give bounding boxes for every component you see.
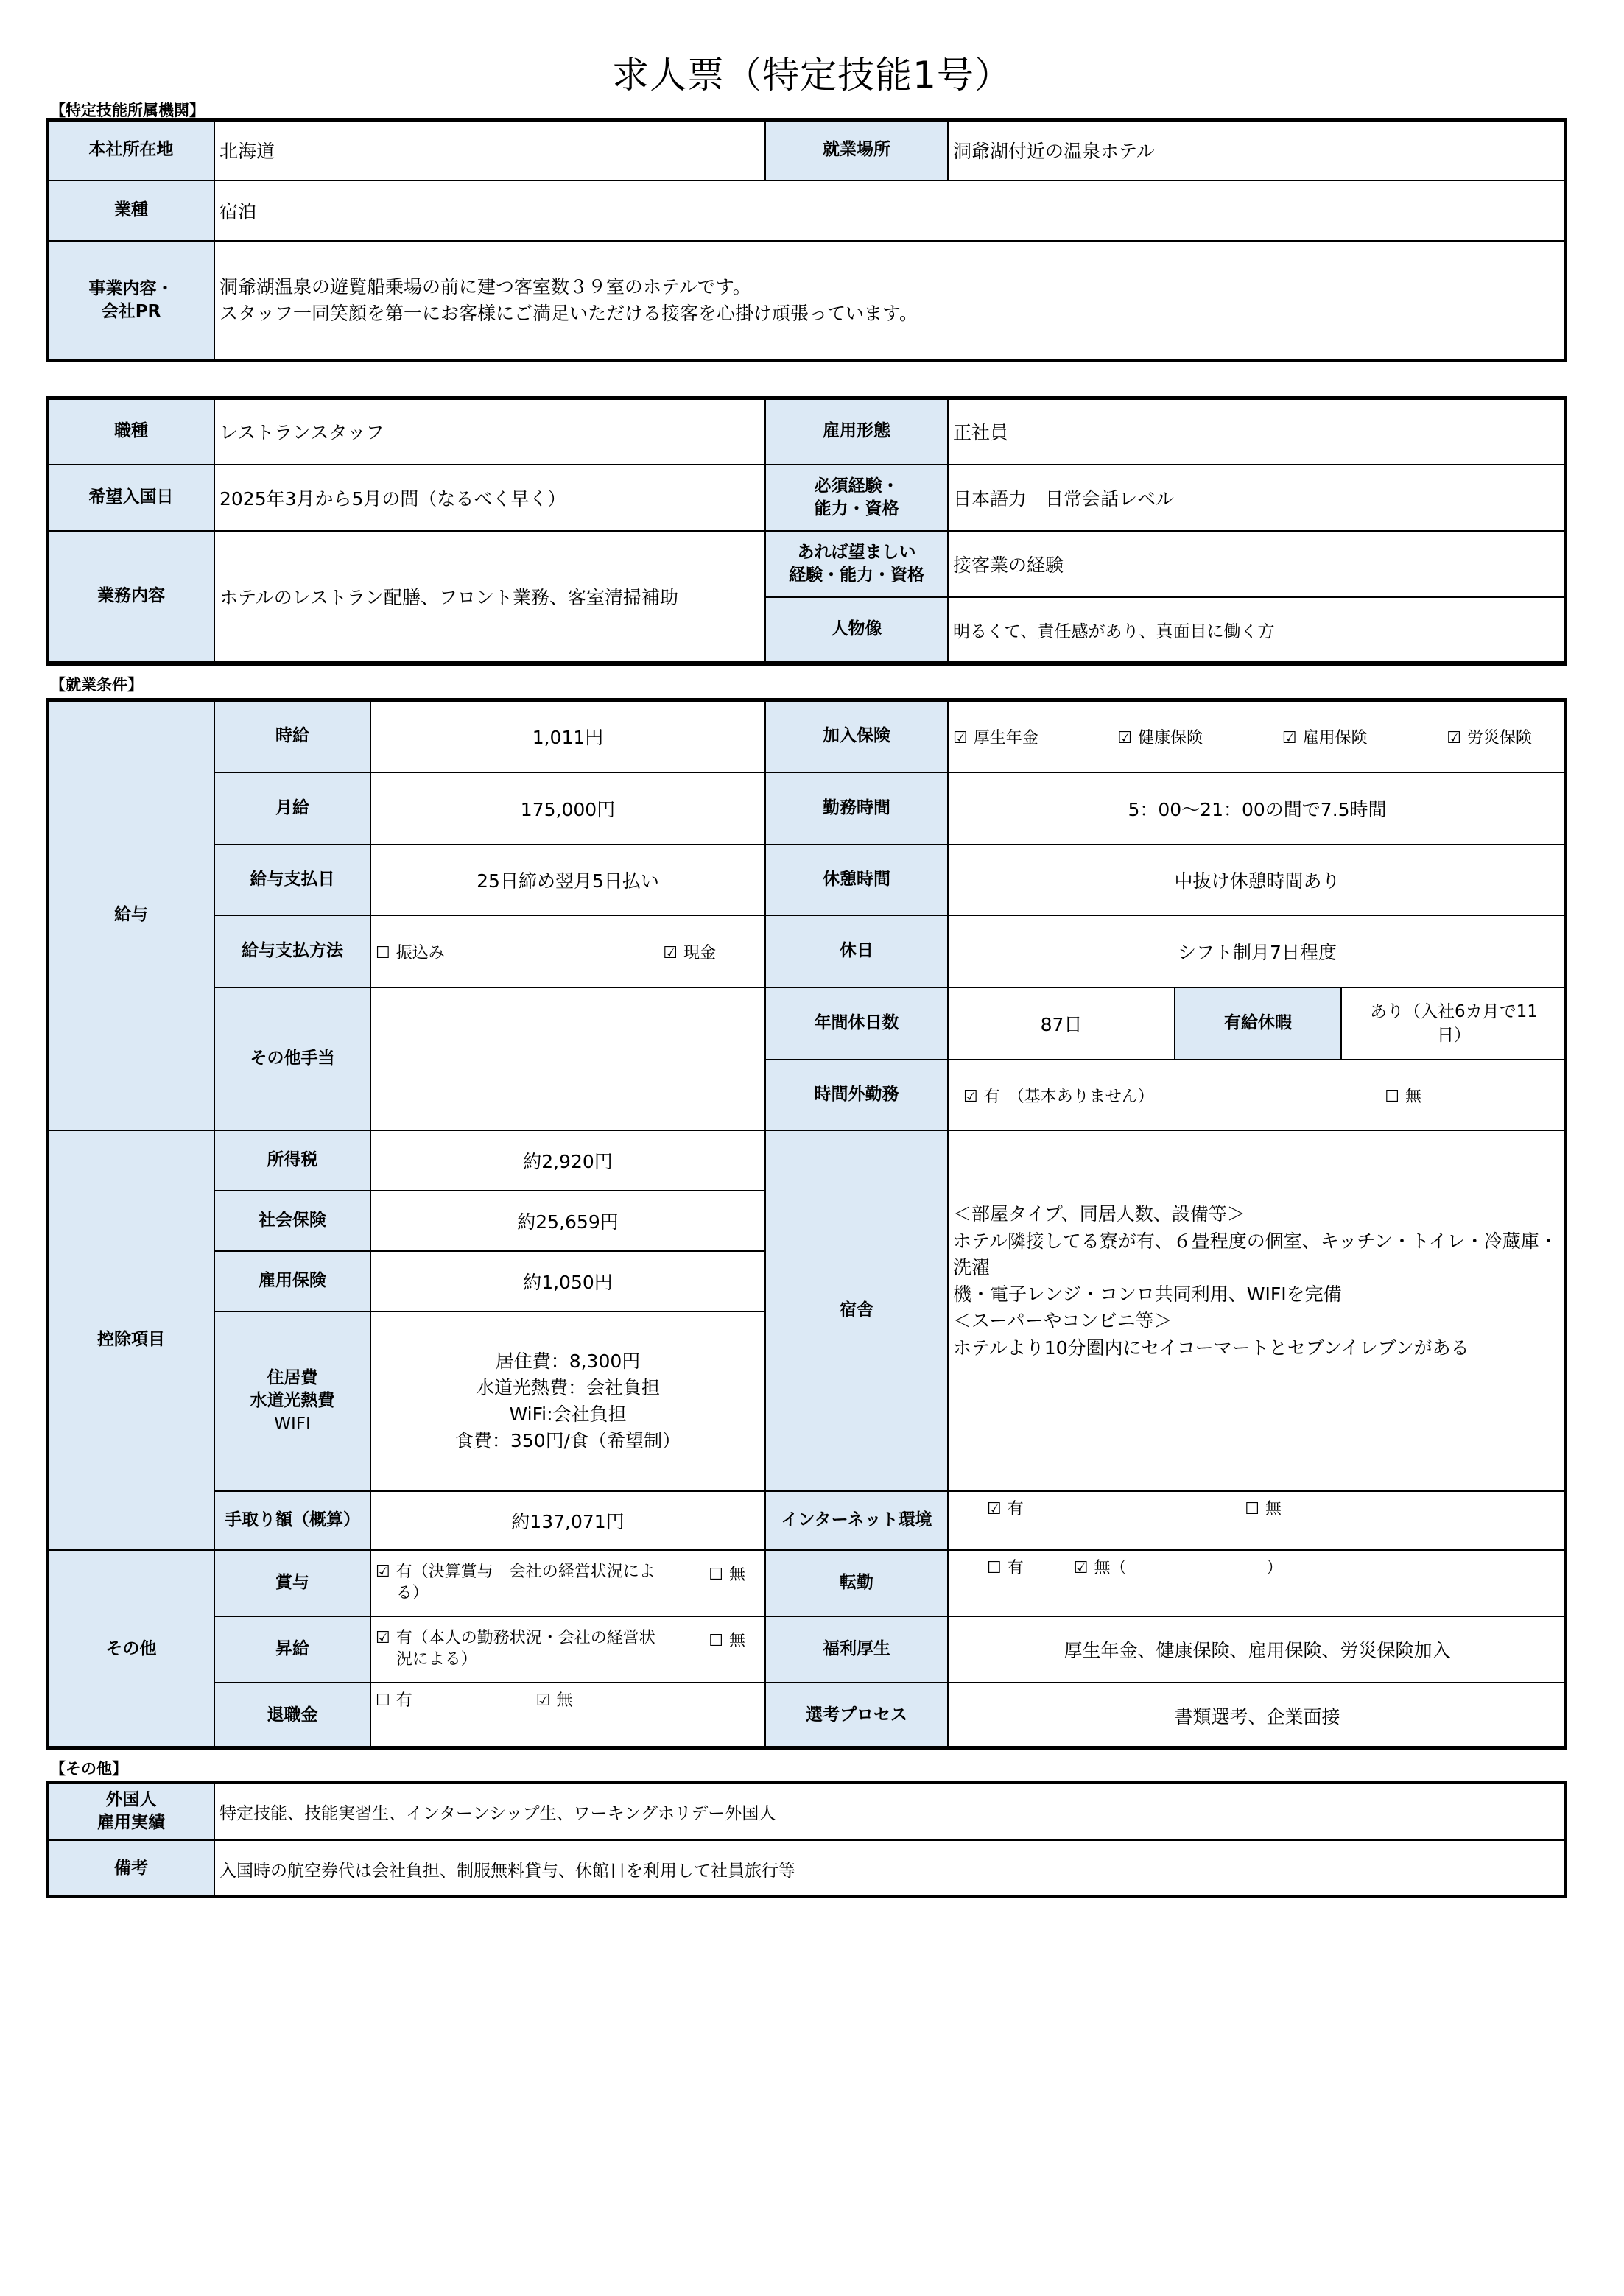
pr-label: 事業内容・ 会社PR	[48, 241, 214, 360]
transfer-label: 転勤	[765, 1550, 948, 1616]
income-tax-label: 所得税	[214, 1130, 370, 1191]
insurance-accident[interactable]: ☑ 労災保険	[1447, 728, 1533, 747]
overtime-yes-option[interactable]: ☑ 有 （基本ありません）	[963, 1087, 1154, 1106]
section-label-other: 【その他】	[50, 1760, 127, 1778]
section-label-work: 【就業条件】	[50, 676, 143, 694]
workplace-label: 就業場所	[765, 120, 948, 180]
employment-insurance-value: 約1,050円	[370, 1251, 765, 1311]
monthly-label: 月給	[214, 772, 370, 845]
salary-group-label: 給与	[48, 700, 214, 1130]
page-title: 求人票（特定技能1号）	[612, 54, 1012, 96]
pay-method-label: 給与支払方法	[214, 915, 370, 987]
bonus-label: 賞与	[214, 1550, 370, 1616]
checkbox-unchecked-icon: ☐	[1245, 1500, 1259, 1518]
hq-label: 本社所在地	[48, 120, 214, 180]
checkbox-unchecked-icon: ☐	[376, 1691, 390, 1710]
section-label-org: 【特定技能所属機関】	[50, 102, 205, 119]
conditions-table	[47, 700, 1567, 1750]
net-pay-label: 手取り額（概算）	[214, 1491, 370, 1550]
checkbox-checked-icon: ☑	[1282, 728, 1297, 747]
retirement-options	[370, 1683, 765, 1749]
paid-leave-value: あり（入社6カ月で11 日）	[1341, 987, 1567, 1060]
industry-value: 宿泊	[214, 180, 1567, 241]
persona-value: 明るくて、責任感があり、真面目に働く方	[948, 597, 1567, 662]
pr-value: 洞爺湖温泉の遊覧船乗場の前に建つ客室数３９室のホテルです。 スタッフ一同笑顔を第一にお客様にご満足いただける接客を心掛け頑張っています。	[214, 241, 1567, 360]
pay-transfer-option[interactable]: ☐ 振込み	[376, 943, 445, 962]
bonus-yes-option[interactable]: ☑ 有（決算賞与 会社の経営状況によ る）	[376, 1562, 655, 1604]
welfare-label: 福利厚生	[765, 1616, 948, 1683]
housing-label: 住居費 水道光熱費 WIFI	[214, 1311, 370, 1491]
pay-cash-option[interactable]: ☑ 現金	[663, 943, 716, 962]
checkbox-checked-icon: ☑	[987, 1500, 1002, 1518]
checkbox-checked-icon: ☑	[1447, 728, 1461, 747]
dorm-label: 宿舎	[765, 1130, 948, 1491]
retirement-yes-option[interactable]: ☐ 有	[376, 1691, 412, 1710]
retirement-no-option[interactable]: ☑ 無	[535, 1691, 573, 1710]
insurance-employment[interactable]: ☑ 雇用保険	[1282, 728, 1368, 747]
checkbox-unchecked-icon: ☐	[709, 1566, 723, 1585]
break-value: 中抜け休憩時間あり	[948, 845, 1567, 915]
paid-leave-label: 有給休暇	[1175, 987, 1341, 1060]
internet-label: インターネット環境	[765, 1491, 948, 1550]
net-pay-value: 約137,071円	[370, 1491, 765, 1550]
annual-holidays-value: 87日	[948, 987, 1175, 1060]
payday-label: 給与支払日	[214, 845, 370, 915]
job-table	[47, 398, 1567, 663]
persona-label: 人物像	[765, 597, 948, 662]
deduction-group-label: 控除項目	[48, 1130, 214, 1550]
monthly-value: 175,000円	[370, 772, 765, 845]
preferred-label: あれば望ましい 経験・能力・資格	[765, 531, 948, 597]
job-type-label: 職種	[48, 398, 214, 465]
insurance-health[interactable]: ☑ 健康保険	[1117, 728, 1203, 747]
selection-value: 書類選考、企業面接	[948, 1683, 1567, 1749]
raise-yes-option[interactable]: ☑ 有（本人の勤務状況・会社の経営状 況による）	[376, 1628, 655, 1670]
checkbox-checked-icon: ☑	[376, 1563, 390, 1582]
insurance-options	[948, 700, 1567, 772]
workplace-value: 洞爺湖付近の温泉ホテル	[948, 120, 1567, 180]
checkbox-unchecked-icon: ☐	[376, 943, 390, 962]
overtime-label: 時間外勤務	[765, 1060, 948, 1130]
payday-value: 25日締め翌月5日払い	[370, 845, 765, 915]
notes-value: 入国時の航空券代は会社負担、制服無料貸与、休館日を利用して社員旅行等	[214, 1840, 1567, 1898]
bonus-options	[370, 1550, 765, 1616]
checkbox-checked-icon: ☑	[1073, 1559, 1089, 1577]
transfer-options	[948, 1550, 1567, 1616]
preferred-value: 接客業の経験	[948, 531, 1567, 597]
checkbox-unchecked-icon: ☐	[987, 1559, 1002, 1577]
checkbox-checked-icon: ☑	[535, 1691, 551, 1710]
entry-date-value: 2025年3月から5月の間（なるべく早く）	[214, 465, 765, 531]
employment-value: 正社員	[948, 398, 1567, 465]
housing-value: 居住費：8,300円 水道光熱費：会社負担 WiFi:会社負担 食費：350円/食（希望制）	[370, 1311, 765, 1491]
holiday-label: 休日	[765, 915, 948, 987]
foreign-record-label: 外国人 雇用実績	[48, 1783, 214, 1840]
checkbox-checked-icon: ☑	[953, 728, 968, 747]
foreign-record-value: 特定技能、技能実習生、インターンシップ生、ワーキングホリデー外国人	[214, 1783, 1567, 1840]
hours-value: 5：00～21：00の間で7.5時間	[948, 772, 1567, 845]
job-type-value: レストランスタッフ	[214, 398, 765, 465]
other-table	[47, 1782, 1567, 1898]
bonus-no-option[interactable]: ☐ 無	[709, 1566, 745, 1585]
dorm-value: ＜部屋タイプ、同居人数、設備等＞ ホテル隣接してる寮が有、６畳程度の個室、キッチン・トイレ・冷蔵庫・洗濯 機・電子レンジ・コンロ共同利用、WIFIを完備 ＜スーパーやコンビニ等＞ ホテルより10分圏内にセイコーマートとセブンイレブンがある	[948, 1130, 1567, 1491]
transfer-no-option[interactable]: ☑ 無（ ）	[1073, 1559, 1283, 1577]
employment-insurance-label: 雇用保険	[214, 1251, 370, 1311]
internet-options	[948, 1491, 1567, 1550]
social-insurance-value: 約25,659円	[370, 1191, 765, 1251]
transfer-yes-option[interactable]: ☐ 有	[987, 1559, 1024, 1577]
raise-no-option[interactable]: ☐ 無	[709, 1632, 745, 1651]
annual-holidays-label: 年間休日数	[765, 987, 948, 1060]
income-tax-value: 約2,920円	[370, 1130, 765, 1191]
allowance-value	[370, 987, 765, 1130]
checkbox-checked-icon: ☑	[663, 943, 678, 962]
checkbox-checked-icon: ☑	[963, 1087, 978, 1106]
checkbox-unchecked-icon: ☐	[1385, 1087, 1399, 1106]
overtime-no-option[interactable]: ☐ 無	[1385, 1087, 1422, 1106]
checkbox-checked-icon: ☑	[376, 1629, 390, 1648]
notes-label: 備考	[48, 1840, 214, 1898]
welfare-value: 厚生年金、健康保険、雇用保険、労災保険加入	[948, 1616, 1567, 1683]
insurance-pension[interactable]: ☑ 厚生年金	[953, 728, 1038, 747]
insurance-label: 加入保険	[765, 700, 948, 772]
required-label: 必須経験・ 能力・資格	[765, 465, 948, 531]
internet-yes-option[interactable]: ☑ 有	[987, 1500, 1024, 1518]
raise-options	[370, 1616, 765, 1683]
hourly-label: 時給	[214, 700, 370, 772]
internet-no-option[interactable]: ☐ 無	[1245, 1500, 1282, 1518]
break-label: 休憩時間	[765, 845, 948, 915]
allowance-label: その他手当	[214, 987, 370, 1130]
holiday-value: シフト制月7日程度	[948, 915, 1567, 987]
checkbox-checked-icon: ☑	[1117, 728, 1133, 747]
checkbox-unchecked-icon: ☐	[709, 1632, 723, 1651]
selection-label: 選考プロセス	[765, 1683, 948, 1749]
entry-date-label: 希望入国日	[48, 465, 214, 531]
pay-method-options	[370, 915, 765, 987]
social-insurance-label: 社会保険	[214, 1191, 370, 1251]
hourly-value: 1,011円	[370, 700, 765, 772]
industry-label: 業種	[48, 180, 214, 241]
hours-label: 勤務時間	[765, 772, 948, 845]
org-table	[47, 119, 1567, 361]
overtime-options	[948, 1060, 1567, 1130]
retirement-label: 退職金	[214, 1683, 370, 1749]
raise-label: 昇給	[214, 1616, 370, 1683]
other-group-label: その他	[48, 1550, 214, 1749]
employment-label: 雇用形態	[765, 398, 948, 465]
required-value: 日本語力 日常会話レベル	[948, 465, 1567, 531]
hq-value: 北海道	[214, 120, 765, 180]
duty-label: 業務内容	[48, 531, 214, 662]
duty-value: ホテルのレストラン配膳、フロント業務、客室清掃補助	[214, 531, 765, 662]
